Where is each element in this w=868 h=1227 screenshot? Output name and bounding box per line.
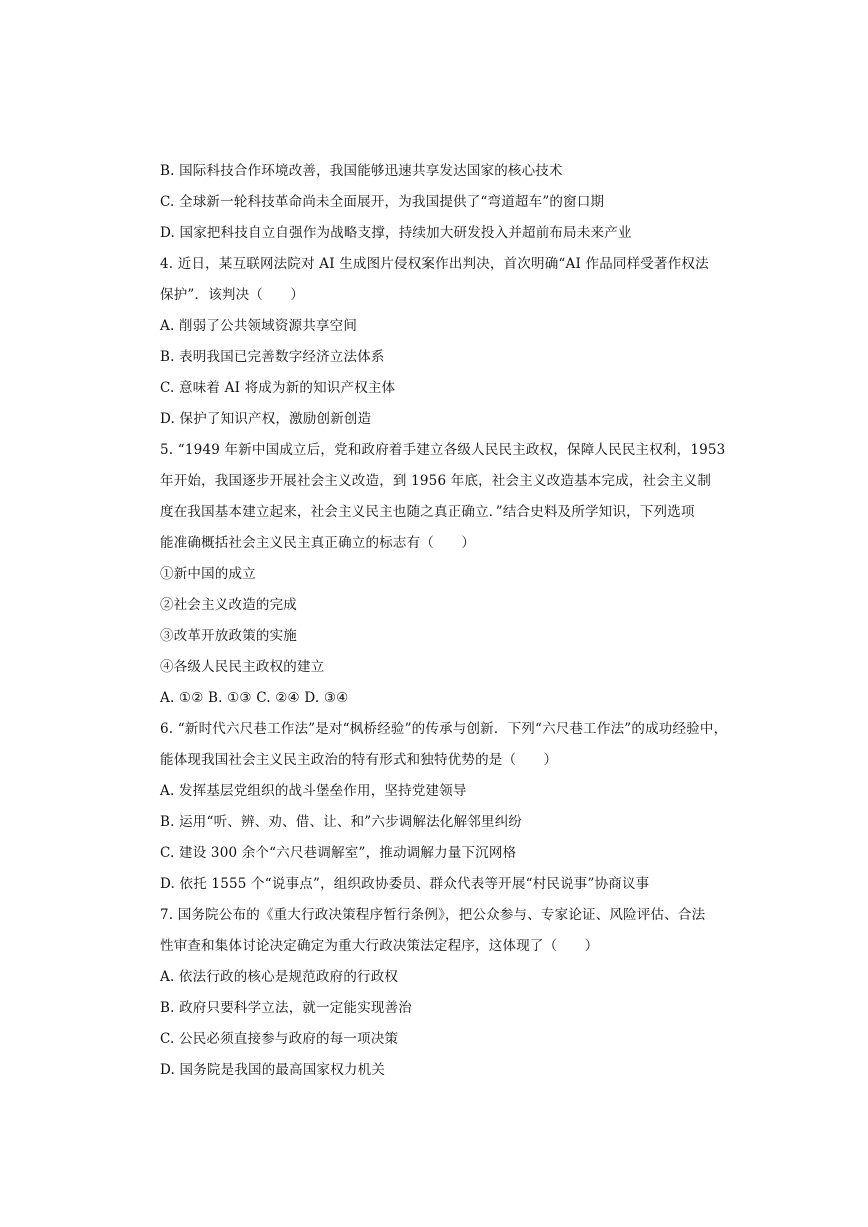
q5-choices: A. ①② B. ①③ C. ②④ D. ③④ [160,690,349,706]
q4-stem-line2: 保护”．该判决（ ） [160,287,305,303]
q3-option-c: C. 全球新一轮科技革命尚未全面展开，为我国提供了“弯道超车”的窗口期 [160,194,605,210]
q5-item-4: ④各级人民民主政权的建立 [160,659,325,675]
q7-option-c: C. 公民必须直接参与政府的每一项决策 [160,1031,399,1047]
q6-stem-line1: 6. “新时代六尺巷工作法”是对“枫桥经验”的传承与创新．下列“六尺巷工作法”的成功经验中， [160,721,728,737]
q7-option-b: B. 政府只要科学立法，就一定能实现善治 [160,1000,413,1016]
q6-option-c: C. 建设 300 余个“六尺巷调解室”，推动调解力量下沉网格 [160,845,517,861]
q3-option-d: D. 国家把科技自立自强作为战略支撑，持续加大研发投入并超前布局未来产业 [160,225,632,241]
q7-stem-line1: 7. 国务院公布的《重大行政决策程序暂行条例》，把公众参与、专家论证、风险评估、合法 [160,907,706,923]
q4-option-c: C. 意味着 AI 将成为新的知识产权主体 [160,380,396,396]
q4-option-a: A. 削弱了公共领域资源共享空间 [160,318,358,334]
q5-item-2: ②社会主义改造的完成 [160,597,297,613]
q6-option-d: D. 依托 1555 个“说事点”，组织政协委员、群众代表等开展“村民说事”协商议事 [160,876,650,892]
q5-item-3: ③改革开放政策的实施 [160,628,297,644]
q3-option-b: B. 国际科技合作环境改善，我国能够迅速共享发达国家的核心技术 [160,163,563,179]
q6-option-b: B. 运用“听、辨、劝、借、让、和”六步调解法化解邻里纠纷 [160,814,523,830]
exam-page [160,156,728,1086]
q7-option-d: D. 国务院是我国的最高国家权力机关 [160,1062,386,1078]
q7-option-a: A. 依法行政的核心是规范政府的行政权 [160,969,399,985]
q4-option-b: B. 表明我国已完善数字经济立法体系 [160,349,385,365]
q5-stem-line2: 年开始，我国逐步开展社会主义改造，到 1956 年底，社会主义改造基本完成，社会主义制 [160,473,712,489]
q5-stem-line1: 5. “1949 年新中国成立后，党和政府着手建立各级人民民主政权，保障人民民主权利，1953 [160,442,726,458]
q4-option-d: D. 保护了知识产权，激励创新创造 [160,411,372,427]
q6-option-a: A. 发挥基层党组织的战斗堡垒作用，坚持党建领导 [160,783,467,799]
q5-item-1: ①新中国的成立 [160,566,256,582]
q7-stem-line2: 性审查和集体讨论决定确定为重大行政决策法定程序，这体现了（ ） [160,938,599,954]
q6-stem-line2: 能体现我国社会主义民主政治的特有形式和独特优势的是（ ） [160,752,558,768]
q5-stem-line3: 度在我国基本建立起来，社会主义民主也随之真正确立．”结合史料及所学知识，下列选项 [160,504,695,520]
q5-stem-line4: 能准确概括社会主义民主真正确立的标志有（ ） [160,535,476,551]
q4-stem-line1: 4. 近日，某互联网法院对 AI 生成图片侵权案作出判决，首次明确“AI 作品同样受著作权法 [160,256,709,272]
